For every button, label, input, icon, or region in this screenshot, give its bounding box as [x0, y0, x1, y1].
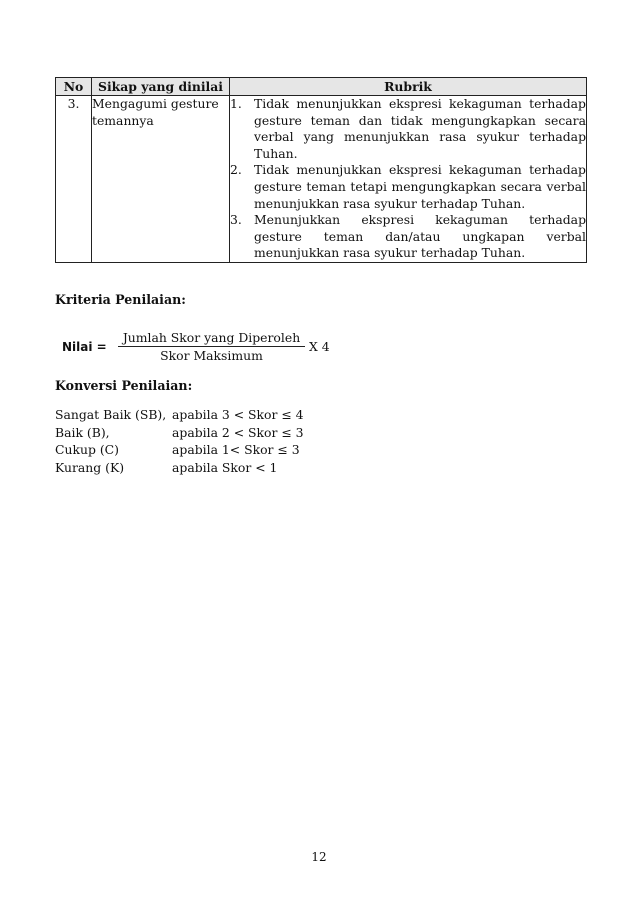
table-row: [56, 96, 587, 263]
konversi-list: [55, 406, 304, 476]
konversi-category: Kurang (K): [55, 459, 125, 475]
score-fraction: [118, 330, 305, 363]
table-header-row: [56, 78, 587, 96]
rubrik-item: [230, 212, 586, 262]
konversi-condition: apabila Skor < 1: [172, 459, 278, 475]
konversi-condition: apabila 1< Skor ≤ 3: [172, 442, 300, 457]
fraction-line: [118, 346, 305, 347]
list-item: [55, 406, 304, 424]
rubrik-item-text: Tidak menunjukkan ekspresi kekaguman terhadap gesture teman dan tidak mengungkapkan secara verbal yang menunjukkan rasa syukur terhadap Tuhan.: [254, 96, 586, 161]
header-sikap: Sikap yang dinilai: [92, 78, 230, 96]
header-no: No: [56, 78, 92, 96]
kriteria-heading: Kriteria Penilaian:: [55, 292, 186, 307]
rubric-table: [55, 77, 587, 263]
fraction-denominator: Skor Maksimum: [160, 348, 263, 363]
list-item: [55, 459, 304, 477]
list-item: [55, 441, 304, 459]
rubrik-item-text: Menunjukkan ekspresi kekaguman terhadap gesture teman dan/atau ungkapan verbal menunjukkan rasa syukur terhadap Tuhan.: [254, 212, 586, 261]
rubrik-item-number: 1.: [230, 96, 242, 111]
formula-label: Nilai =: [62, 340, 107, 354]
konversi-category: Cukup (C): [55, 442, 119, 457]
header-rubrik: Rubrik: [230, 78, 587, 96]
rubrik-item: [230, 96, 586, 162]
konversi-category: Sangat Baik (SB),: [55, 407, 167, 422]
row-sikap: Mengagumi gesture temannya: [92, 96, 230, 263]
rubrik-item-number: 2.: [230, 162, 242, 178]
rubrik-item-number: 3.: [230, 212, 242, 228]
konversi-category: Baik (B),: [55, 424, 110, 440]
konversi-condition: apabila 2 < Skor ≤ 3: [172, 424, 304, 440]
rubrik-list: [230, 96, 586, 262]
row-number: 3.: [56, 96, 92, 263]
konversi-condition: apabila 3 < Skor ≤ 4: [172, 407, 304, 422]
list-item: [55, 424, 304, 442]
page-number: 12: [311, 850, 327, 864]
rubrik-item-text: Tidak menunjukkan ekspresi kekaguman terhadap gesture teman tetapi mengungkapkan secara verbal menunjukkan rasa syukur terhadap Tuhan.: [254, 162, 586, 211]
formula-multiplier: X 4: [309, 339, 330, 354]
konversi-heading: Konversi Penilaian:: [55, 378, 193, 393]
row-rubrik: [230, 96, 587, 263]
fraction-numerator: Jumlah Skor yang Diperoleh: [122, 330, 301, 345]
rubrik-item: [230, 162, 586, 212]
